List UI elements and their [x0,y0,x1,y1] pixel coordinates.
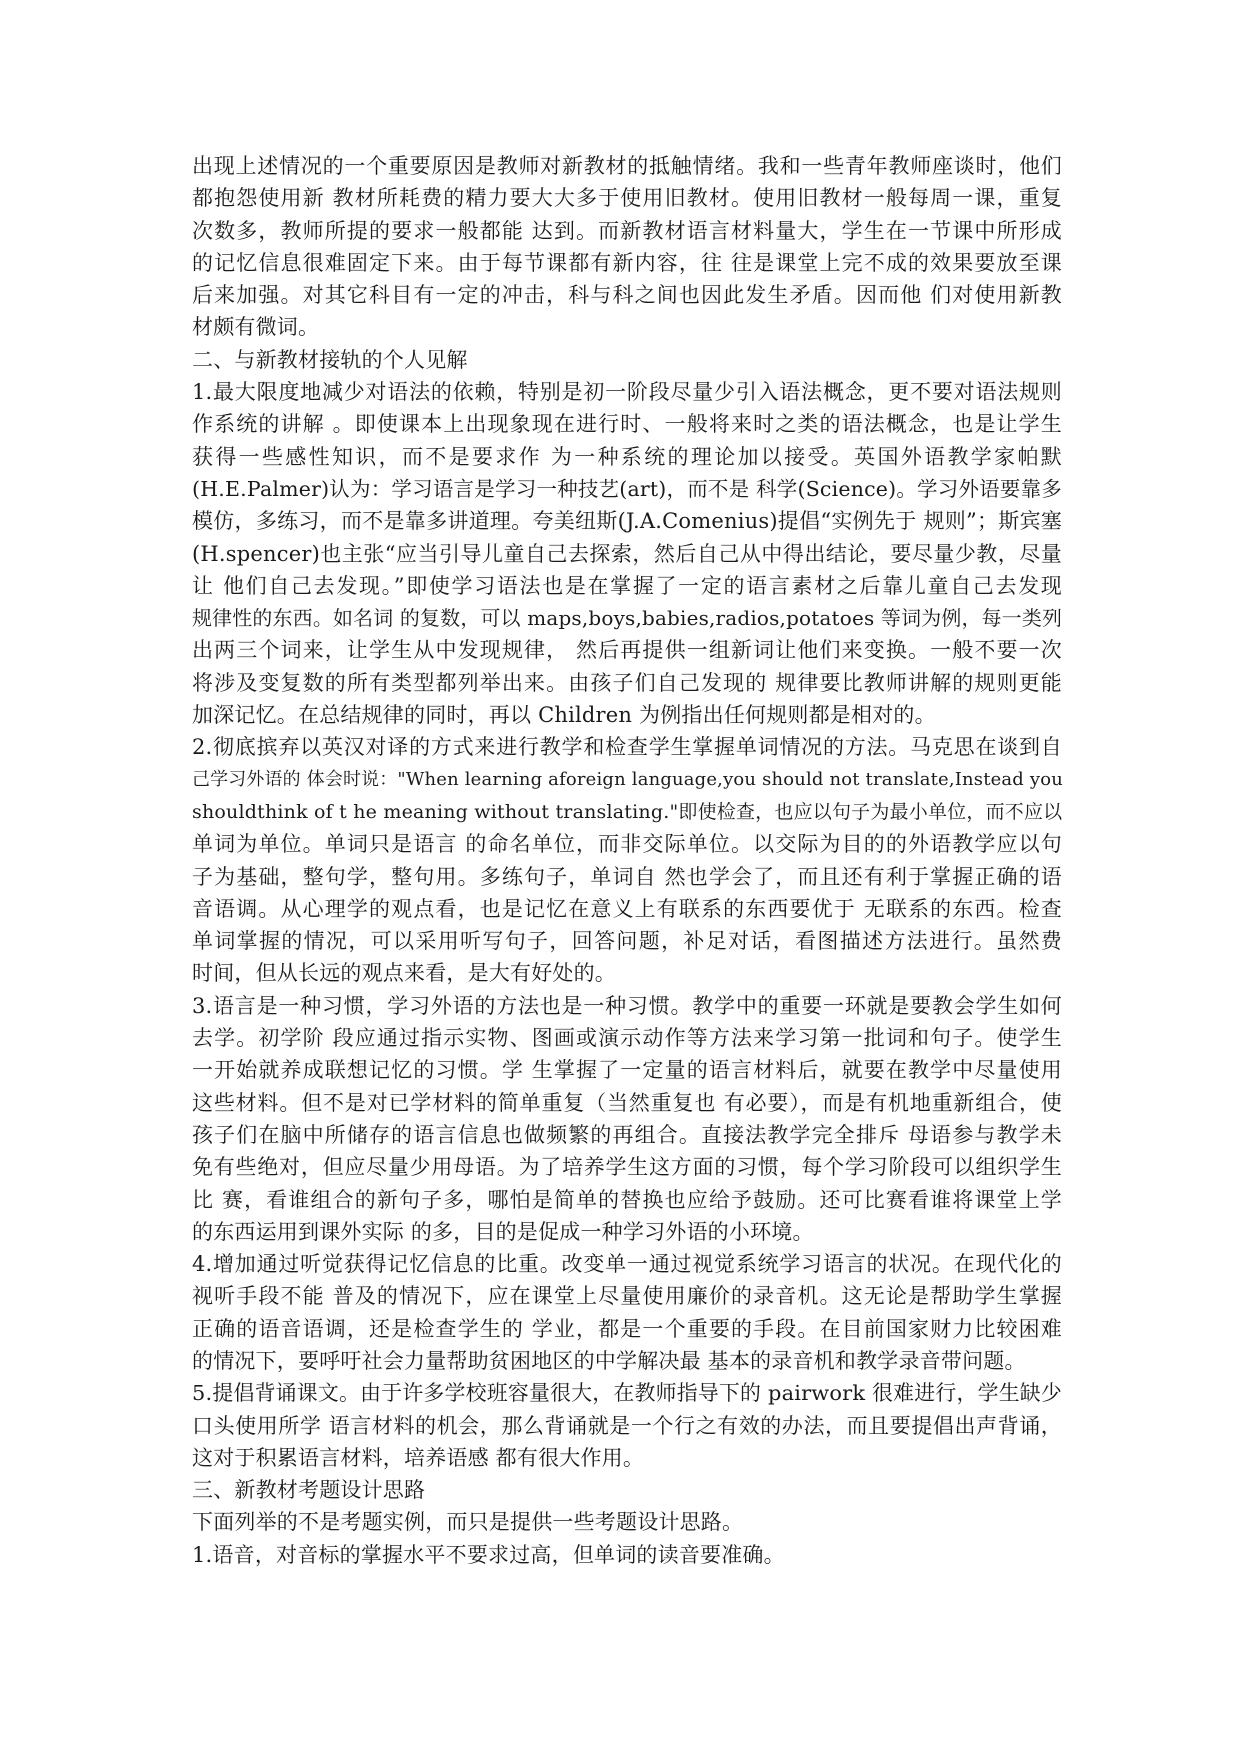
text-line: 作系统的讲解 。即使课本上出现象现在进行时、一般将来时之类的语法概念，也是让学生 [192,412,1062,437]
text-line: 二、与新教材接轨的个人见解 [192,347,468,372]
document-body [192,150,1062,1571]
text-line: 三、新教材考题设计思路 [192,1478,426,1503]
text-line: 子为基础，整句学，整句用。多练句子，单词自 然也学会了，而且还有利于掌握正确的语 [192,864,1062,889]
text-line: 这对于积累语言材料，培养语感 都有很大作用。 [192,1445,645,1470]
text-line: shouldthink of t he meaning without translating."即使检查，也应以句子为最小单位，而不应以 [192,800,1063,823]
text-line: 单词为单位。单词只是语言 的命名单位，而非交际单位。以交际为目的的外语教学应以句 [192,832,1062,857]
text-line: 2.彻底摈弃以英汉对译的方式来进行教学和检查学生掌握单词情况的方法。马克思在谈到自 [192,735,1062,760]
text-line: 出两三个词来，让学生从中发现规律， 然后再提供一组新词让他们来变换。一般不要一次 [192,638,1062,663]
text-line: 一开始就养成联想记忆的习惯。学 生掌握了一定量的语言材料后，就要在教学中尽量使用 [192,1058,1062,1083]
text-line: 让 他们自己去发现。”即使学习语法也是在掌握了一定的语言素材之后靠儿童自己去发现 [192,573,1062,598]
text-line: 这些材料。但不是对已学材料的简单重复（当然重复也 有必要），而是有机地重新组合，使 [192,1090,1062,1115]
text-line: 出现上述情况的一个重要原因是教师对新教材的抵触情绪。我和一些青年教师座谈时，他们 [192,154,1062,178]
text-line: 将涉及变复数的所有类型都列举出来。由孩子们自己发现的 规律要比教师讲解的规则更能 [192,670,1062,695]
text-line: 3.语言是一种习惯，学习外语的方法也是一种习惯。教学中的重要一环就是要教会学生如何 [192,993,1062,1018]
text-line: 次数多，教师所提的要求一般都能 达到。而新教材语言材料量大，学生在一节课中所形成 [192,218,1062,243]
text-line: 音语调。从心理学的观点看，也是记忆在意义上有联系的东西要优于 无联系的东西。检查 [192,896,1062,921]
text-line: (H.spencer)也主张“应当引导儿童自己去探索，然后自己从中得出结论，要尽量少教，尽量 [192,541,1062,566]
text-line: 4.增加通过听觉获得记忆信息的比重。改变单一通过视觉系统学习语言的状况。在现代化的 [192,1252,1062,1277]
text-line: 的记忆信息很难固定下来。由于每节课都有新内容，往 往是课堂上完不成的效果要放至课 [192,250,1062,275]
text-line: 材颇有微词。 [192,315,320,340]
text-line: (H.E.Palmer)认为：学习语言是学习一种技艺(art)，而不是 科学(Science)。学习外语要靠多 [192,476,1062,501]
text-line: 视听手段不能 普及的情况下，应在课堂上尽量使用廉价的录音机。这无论是帮助学生掌握 [192,1284,1062,1309]
text-line: 免有些绝对，但应尽量少用母语。为了培养学生这方面的习惯，每个学习阶段可以组织学生 [192,1155,1062,1180]
text-line: 1.最大限度地减少对语法的依赖，特别是初一阶段尽量少引入语法概念，更不要对语法规则 [192,380,1062,405]
text-line: 比 赛，看谁组合的新句子多，哪怕是简单的替换也应给予鼓励。还可比赛看谁将课堂上学 [192,1187,1062,1212]
text-line: 后来加强。对其它科目有一定的冲击，科与科之间也因此发生矛盾。因而他 们对使用新教 [192,283,1062,308]
text-line: 5.提倡背诵课文。由于许多学校班容量很大，在教师指导下的 pairwork 很难进行，学生缺少 [192,1381,1062,1406]
text-line: 孩子们在脑中所储存的语言信息也做频繁的再组合。直接法教学完全排斥 母语参与教学未 [192,1122,1062,1147]
text-line: 下面列举的不是考题实例，而只是提供一些考题设计思路。 [192,1510,744,1535]
text-line: 口头使用所学 语言材料的机会，那么背诵就是一个行之有效的办法，而且要提倡出声背诵， [192,1413,1062,1438]
text-line: 都抱怨使用新 教材所耗费的精力要大大多于使用旧教材。使用旧教材一般每周一课，重复 [192,186,1062,211]
text-line: 去学。初学阶 段应通过指示实物、图画或演示动作等方法来学习第一批词和句子。使学生 [192,1026,1062,1051]
text-line: 时间，但从长远的观点来看，是大有好处的。 [192,961,616,986]
text-line: 模仿，多练习，而不是靠多讲道理。夸美纽斯(J.A.Comenius)提倡“实例先于 规则”；斯宾塞 [192,509,1062,534]
text-line: 加深记忆。在总结规律的同时，再以 Children 为例指出任何规则都是相对的。 [192,703,936,728]
text-line: 规律性的东西。如名词 的复数，可以 maps,boys,babies,radios,potatoes 等词为例，每一类列 [192,606,1063,631]
text-line: 正确的语音语调，还是检查学生的 学业，都是一个重要的手段。在目前国家财力比较困难 [192,1316,1062,1341]
text-line: 获得一些感性知识，而不是要求作 为一种系统的理论加以接受。英国外语教学家帕默 [192,444,1062,469]
text-line: 的情况下，要呼吁社会力量帮助贫困地区的中学解决最 基本的录音机和教学录音带问题。 [192,1348,1026,1373]
text-line: 己学习外语的 体会时说："When learning aforeign language,you should not translate,Instead you [192,768,1063,790]
text-line: 单词掌握的情况，可以采用听写句子，回答问题，补足对话，看图描述方法进行。虽然费 [192,929,1062,954]
text-line: 的东西运用到课外实际 的多，目的是促成一种学习外语的小环境。 [192,1219,814,1244]
text-line: 1.语音，对音标的掌握水平不要求过高，但单词的读音要准确。 [192,1542,785,1567]
